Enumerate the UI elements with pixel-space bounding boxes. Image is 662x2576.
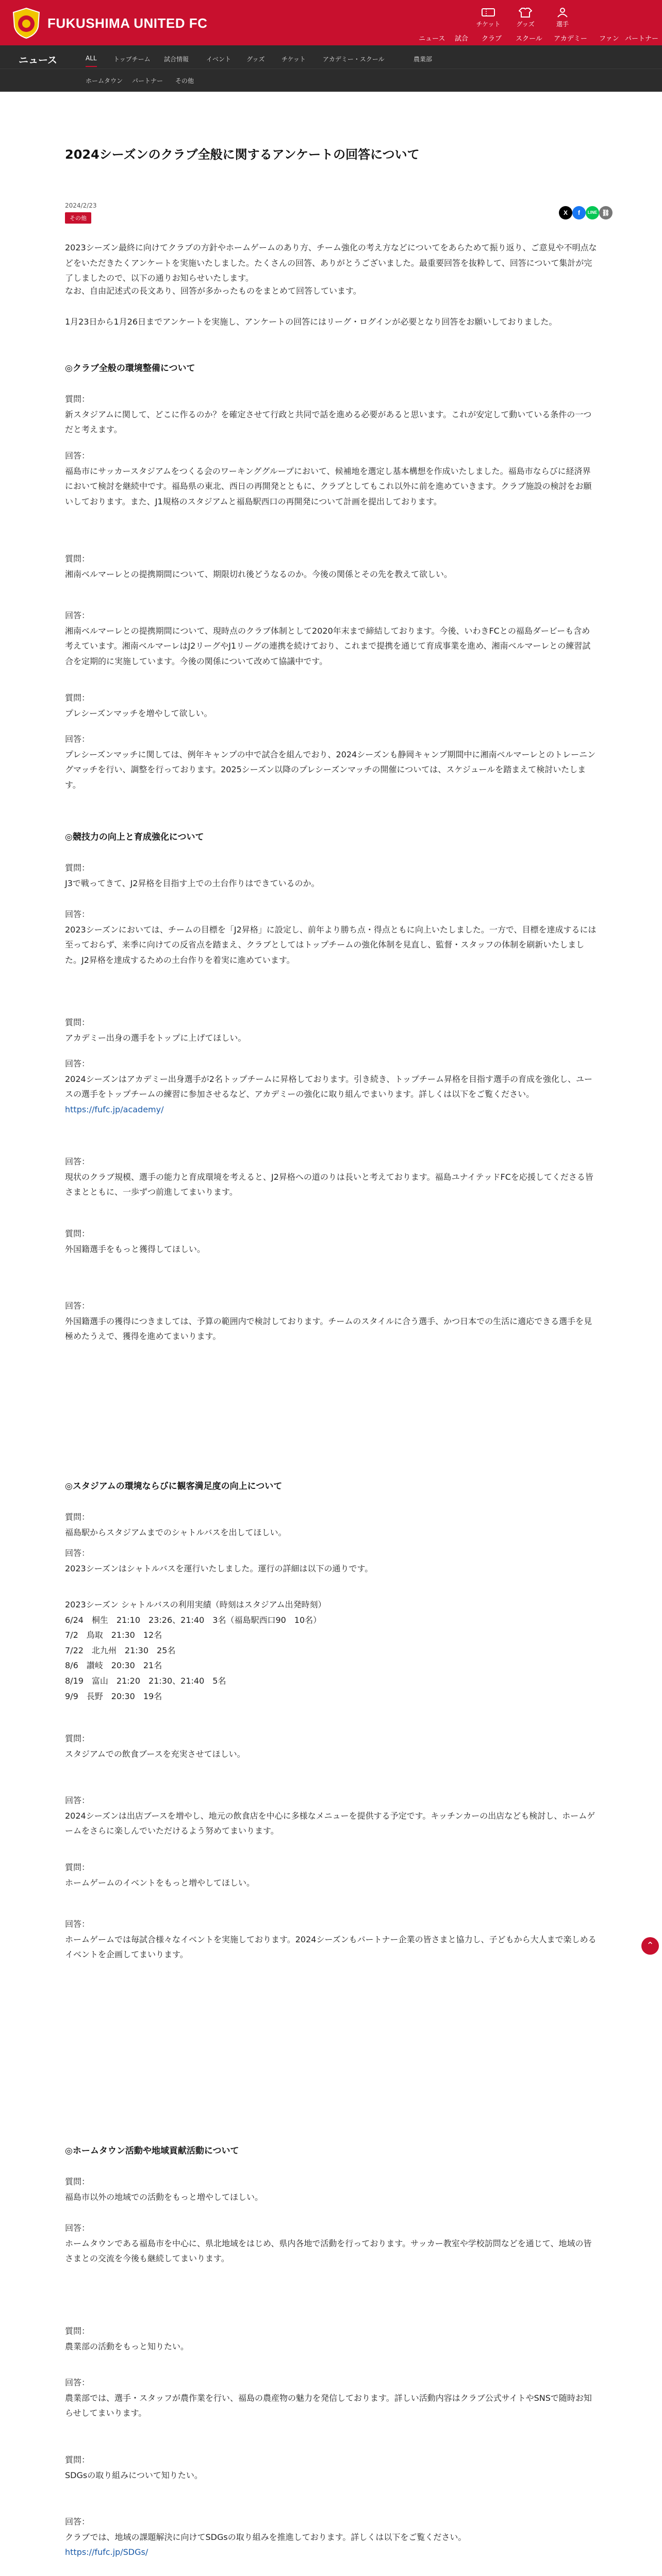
intro-paragraph-2: なお、自由記述式の長文あり、回答が多かったものをまとめて回答しています。 bbox=[65, 286, 361, 296]
qa-text: J3で戦ってきて、J2昇格を目指す上での土台作りはできているのか。 bbox=[65, 878, 320, 888]
qa-text: アカデミー出身の選手をトップに上げてほしい。 bbox=[65, 1032, 246, 1043]
global-nav bbox=[419, 29, 662, 45]
shuttle-table bbox=[65, 1597, 597, 1704]
qa-text: 湘南ベルマーレとの提携期間について、現時点のクラブ体制として2020年末まで締結しております。今後、いわきFCとの福島ダービーも含め考えています。湘南ベルマーレはJ2リーグやJ1リーグの連携を続けており、これまで提携を通じて育成事業を進め、湘南ベルマーレとの練習試合を定期的に実施しています。今後の関係について改めて協議中です。 bbox=[65, 625, 591, 666]
qa-label: 回答： bbox=[65, 1301, 90, 1311]
intro-paragraph-3: 1月23日から1月26日までアンケートを実施し、アンケートの回答にはリーグ・ログインが必要となり回答をお願いしておりました。 bbox=[65, 317, 557, 327]
goods-icon bbox=[519, 7, 532, 18]
utility-item-ticket[interactable] bbox=[470, 4, 506, 28]
qa-text: 2024シーズンはアカデミー出身選手が2名トップチームに昇格しております。引き続き、トップチーム昇格を目指す選手の育成を強化し、ユースの選手をトップチームの練習に参加させるなど、アカデミーの強化に取り組んでまいります。詳しくは以下をご覧ください。 bbox=[65, 1074, 593, 1099]
qa-item bbox=[65, 1793, 597, 1839]
page-top-button[interactable]: ⌃ bbox=[641, 1937, 659, 1955]
subnav-item-agri[interactable]: 農業部 bbox=[413, 56, 433, 63]
qa-label: 回答： bbox=[65, 1548, 90, 1558]
qa-label: 回答： bbox=[65, 611, 90, 620]
qa-label: 回答： bbox=[65, 734, 90, 744]
site-header bbox=[0, 0, 662, 45]
global-nav-news[interactable]: ニュース bbox=[419, 35, 445, 43]
qa-text: 現状のクラブ規模、選手の能力と育成環境を考えると、J2昇格への道のりは長いと考えております。福島ユナイテッドFCを応援してくださる皆さまとともに、一歩ずつ前進してまいります。 bbox=[65, 1172, 593, 1197]
qa-label: 回答： bbox=[65, 1059, 90, 1069]
qa-item bbox=[65, 1546, 597, 1576]
qa-item bbox=[65, 2452, 597, 2483]
qa-item bbox=[65, 1510, 597, 1540]
global-nav-school[interactable]: スクール bbox=[516, 35, 542, 43]
qa-label: 回答： bbox=[65, 1157, 90, 1166]
qa-label: 回答： bbox=[65, 451, 90, 461]
subnav-item-goods[interactable]: グッズ bbox=[246, 56, 265, 63]
subnav-item-all[interactable]: ALL bbox=[86, 55, 97, 67]
qa-label: 回答： bbox=[65, 2517, 90, 2527]
utility-label: 選手 bbox=[556, 21, 569, 28]
qa-label: 質問： bbox=[65, 2326, 90, 2336]
qa-label: 回答： bbox=[65, 1919, 90, 1929]
qa-text: SDGsの取り組みについて知りたい。 bbox=[65, 2470, 203, 2480]
qa-label: 質問： bbox=[65, 1018, 90, 1027]
article-date: 2024/2/23 bbox=[65, 202, 97, 209]
qa-text: プレシーズンマッチを増やして欲しい。 bbox=[65, 708, 212, 718]
line-icon[interactable]: LINE bbox=[586, 206, 599, 219]
section-heading: ◎クラブ全般の環境整備について bbox=[65, 363, 195, 374]
qa-text: 2024シーズンは出店ブースを増やし、地元の飲食店を中心に多様なメニューを提供する予定です。キッチンカーの出店なども検討し、ホームゲームをさらに楽しんでいただけるよう努めてまいります。 bbox=[65, 1810, 595, 1836]
qa-label: 回答： bbox=[65, 909, 90, 919]
qa-label: 質問： bbox=[65, 554, 90, 564]
academy-link[interactable]: https://fufc.jp/academy/ bbox=[65, 1104, 164, 1114]
qa-item bbox=[65, 2514, 597, 2560]
link-icon[interactable]: ⛓ bbox=[599, 206, 613, 219]
qa-text: ホームタウンである福島市を中心に、県北地域をはじめ、県内各地で活動を行っております。サッカー教室や学校訪問などを通じて、地域の皆さまとの交流を今後も継続してまいります。 bbox=[65, 2238, 592, 2264]
qa-text: 2023シーズンにおいては、チームの目標を「J2昇格」に設定し、前年より勝ち点・得点ともに向上いたしました。一方で、目標を達成するには至っておらず、来季に向けての反省点を踏まえ、クラブとしてはトップチームの強化体制を見直し、監督・スタッフの体制を刷新いたしました。J2昇格を達成するための土台作りを着実に進めています。 bbox=[65, 924, 597, 965]
qa-item bbox=[65, 448, 597, 509]
news-subnav bbox=[0, 45, 662, 92]
qa-item bbox=[65, 2174, 597, 2205]
club-emblem-logo[interactable] bbox=[11, 7, 41, 39]
qa-item bbox=[65, 2375, 597, 2421]
qa-label: 質問： bbox=[65, 1229, 90, 1239]
qa-item bbox=[65, 732, 597, 792]
utility-item-goods[interactable] bbox=[507, 4, 543, 28]
global-nav-partner[interactable]: パートナー bbox=[625, 35, 659, 43]
global-nav-club[interactable]: クラブ bbox=[482, 35, 502, 43]
qa-item bbox=[65, 860, 597, 891]
category-badge[interactable]: その他 bbox=[65, 212, 91, 224]
subnav-item-partner[interactable]: パートナー bbox=[132, 77, 163, 84]
share-buttons bbox=[559, 206, 610, 221]
qa-text: 新スタジアムに関して、どこに作るのか？を確定させて行政と共同で話を進める必要があると思います。これが安定して動いている条件の一つだと考えます。 bbox=[65, 409, 592, 435]
qa-text: 福島市にサッカースタジアムをつくる会のワーキンググループにおいて、候補地を選定し基本構想を作成いたしました。福島市ならびに経済界において検討を継続中です。福島県の東北、西日の再開発とともに、クラブとしてもこれ以外に前を進めていきます。クラブ施設の検討をお願いしております。また、J1規格のスタジアムと福島駅西口の再開発について計画を提出しております。 bbox=[65, 466, 592, 506]
qa-text: 福島駅からスタジアムまでのシャトルバスを出してほしい。 bbox=[65, 1527, 287, 1537]
qa-item bbox=[65, 1298, 597, 1344]
brand-name[interactable]: FUKUSHIMA UNITED FC bbox=[47, 15, 208, 31]
subnav-item-event[interactable]: イベント bbox=[206, 56, 231, 63]
qa-label: 質問： bbox=[65, 1862, 90, 1872]
qa-item bbox=[65, 1154, 597, 1200]
player-icon bbox=[556, 7, 569, 18]
intro-paragraph-1: 2023シーズン最終に向けてクラブの方針やホームゲームのあり方、チーム強化の考え方などについてをあらためて振り返り、ご意見や不明点などをいただきたくアンケートを実施いたしました。たくさんの回答、ありがとうございました。最重要回答を抜粋して、回答について集計が完了しましたので、以下の通りお知らせいたします。 bbox=[65, 243, 597, 283]
qa-item bbox=[65, 1917, 597, 1962]
qa-item bbox=[65, 1056, 597, 1117]
utility-nav bbox=[470, 4, 599, 27]
qa-item bbox=[65, 2324, 597, 2354]
qa-text: クラブでは、地域の課題解決に向けてSDGsの取り組みを推進しております。詳しくは以下をご覧ください。 bbox=[65, 2532, 467, 2542]
qa-text: ホームゲームのイベントをもっと増やしてほしい。 bbox=[65, 1877, 255, 1888]
facebook-icon[interactable]: f bbox=[572, 206, 586, 219]
qa-text: 湘南ベルマーレとの提携期間について、期限切れ後どうなるのか。今後の関係とその先を教えて欲しい。 bbox=[65, 569, 453, 579]
subnav-item-other[interactable]: その他 bbox=[175, 77, 194, 84]
utility-label: グッズ bbox=[516, 21, 535, 28]
qa-item bbox=[65, 551, 597, 582]
qa-item bbox=[65, 2221, 597, 2266]
subnav-item-ticket[interactable]: チケット bbox=[282, 56, 306, 63]
subnav-item-academy[interactable]: アカデミー・スクール bbox=[323, 56, 385, 63]
subnav-item-hometown[interactable]: ホームタウン bbox=[86, 77, 123, 84]
ticket-icon bbox=[482, 7, 495, 18]
qa-label: 回答： bbox=[65, 2223, 90, 2233]
global-nav-academy[interactable]: アカデミー bbox=[554, 35, 587, 43]
qa-item bbox=[65, 608, 597, 669]
article-title: 2024シーズンのクラブ全般に関するアンケートの回答について bbox=[65, 147, 420, 162]
subnav-title: ニュース bbox=[19, 55, 58, 66]
qa-label: 質問： bbox=[65, 1734, 90, 1743]
global-nav-match[interactable]: 試合 bbox=[455, 35, 469, 43]
shuttle-row: 6/24 桐生 21:10 23:26、21:40 3名（福島駅西口90 10名） bbox=[65, 1615, 322, 1625]
shuttle-row: 7/22 北九州 21:30 25名 bbox=[65, 1645, 176, 1655]
qa-item bbox=[65, 907, 597, 968]
qa-label: 質問： bbox=[65, 693, 90, 703]
qa-label: 質問： bbox=[65, 2177, 90, 2187]
article bbox=[65, 144, 610, 2557]
shuttle-row: 8/19 富山 21:20 21:30、21:40 5名 bbox=[65, 1675, 226, 1686]
qa-label: 回答： bbox=[65, 2378, 90, 2387]
qa-label: 回答： bbox=[65, 1795, 90, 1805]
subnav-item-topteam[interactable]: トップチーム bbox=[113, 56, 151, 63]
shuttle-row: 7/2 鳥取 21:30 12名 bbox=[65, 1630, 162, 1640]
section-heading: ◎競技力の向上と育成強化について bbox=[65, 832, 204, 842]
global-nav-fan[interactable]: ファン bbox=[599, 35, 619, 43]
qa-text: 農業部の活動をもっと知りたい。 bbox=[65, 2341, 189, 2351]
utility-item-player[interactable] bbox=[544, 4, 581, 28]
qa-text: 2023シーズンはシャトルバスを運行いたしました。運行の詳細は以下の通りです。 bbox=[65, 1563, 373, 1573]
qa-item bbox=[65, 1860, 597, 1890]
qa-text: 福島市以外の地域での活動をもっと増やしてほしい。 bbox=[65, 2192, 263, 2202]
section-heading: ◎スタジアムの環境ならびに観客満足度の向上について bbox=[65, 1481, 283, 1492]
qa-text: プレシーズンマッチに関しては、例年キャンプの中で試合を組んでおり、2024シーズンも静岡キャンプ期間中に湘南ベルマーレとのトレーニングマッチを行い、調整を行っております。2025シーズン以降のプレシーズンマッチの開催については、スケジュールを踏まえて検討いたします。 bbox=[65, 749, 596, 790]
qa-label: 質問： bbox=[65, 394, 90, 404]
shuttle-row: 9/9 長野 20:30 19名 bbox=[65, 1691, 162, 1701]
utility-label: チケット bbox=[476, 21, 501, 28]
qa-text: スタジアムでの飲食ブースを充実させてほしい。 bbox=[65, 1749, 245, 1759]
qa-item bbox=[65, 392, 597, 437]
qa-item bbox=[65, 1226, 597, 1257]
section-heading: ◎ホームタウン活動や地域貢献活動について bbox=[65, 2146, 239, 2156]
qa-label: 質問： bbox=[65, 1512, 90, 1522]
qa-label: 質問： bbox=[65, 2455, 90, 2465]
qa-text: ホームゲームでは毎試合様々なイベントを実施しております。2024シーズンもパートナー企業の皆さまと協力し、子どもから大人まで楽しめるイベントを企画してまいります。 bbox=[65, 1934, 597, 1960]
qa-text: 外国籍選手をもっと獲得してほしい。 bbox=[65, 1244, 206, 1254]
qa-item bbox=[65, 1731, 597, 1761]
sdgs-link[interactable]: https://fufc.jp/SDGs/ bbox=[65, 2547, 148, 2557]
x-icon[interactable]: X bbox=[559, 206, 572, 219]
qa-item bbox=[65, 690, 597, 721]
subnav-item-match[interactable]: 試合情報 bbox=[164, 56, 189, 63]
qa-item bbox=[65, 1015, 597, 1045]
qa-text: 外国籍選手の獲得につきましては、予算の範囲内で検討しております。チームのスタイルに合う選手、かつ日本での生活に適応できる選手を見極めたうえで、獲得を進めてまいります。 bbox=[65, 1316, 592, 1342]
qa-text: 農業部では、選手・スタッフが農作業を行い、福島の農産物の魅力を発信しております。詳しい活動内容はクラブ公式サイトやSNSで随時お知らせしてまいります。 bbox=[65, 2393, 592, 2418]
qa-label: 質問： bbox=[65, 863, 90, 873]
shuttle-row: 8/6 讃岐 20:30 21名 bbox=[65, 1660, 162, 1671]
shuttle-title: 2023シーズン シャトルバスの利用実績（時刻はスタジアム出発時刻） bbox=[65, 1600, 326, 1609]
